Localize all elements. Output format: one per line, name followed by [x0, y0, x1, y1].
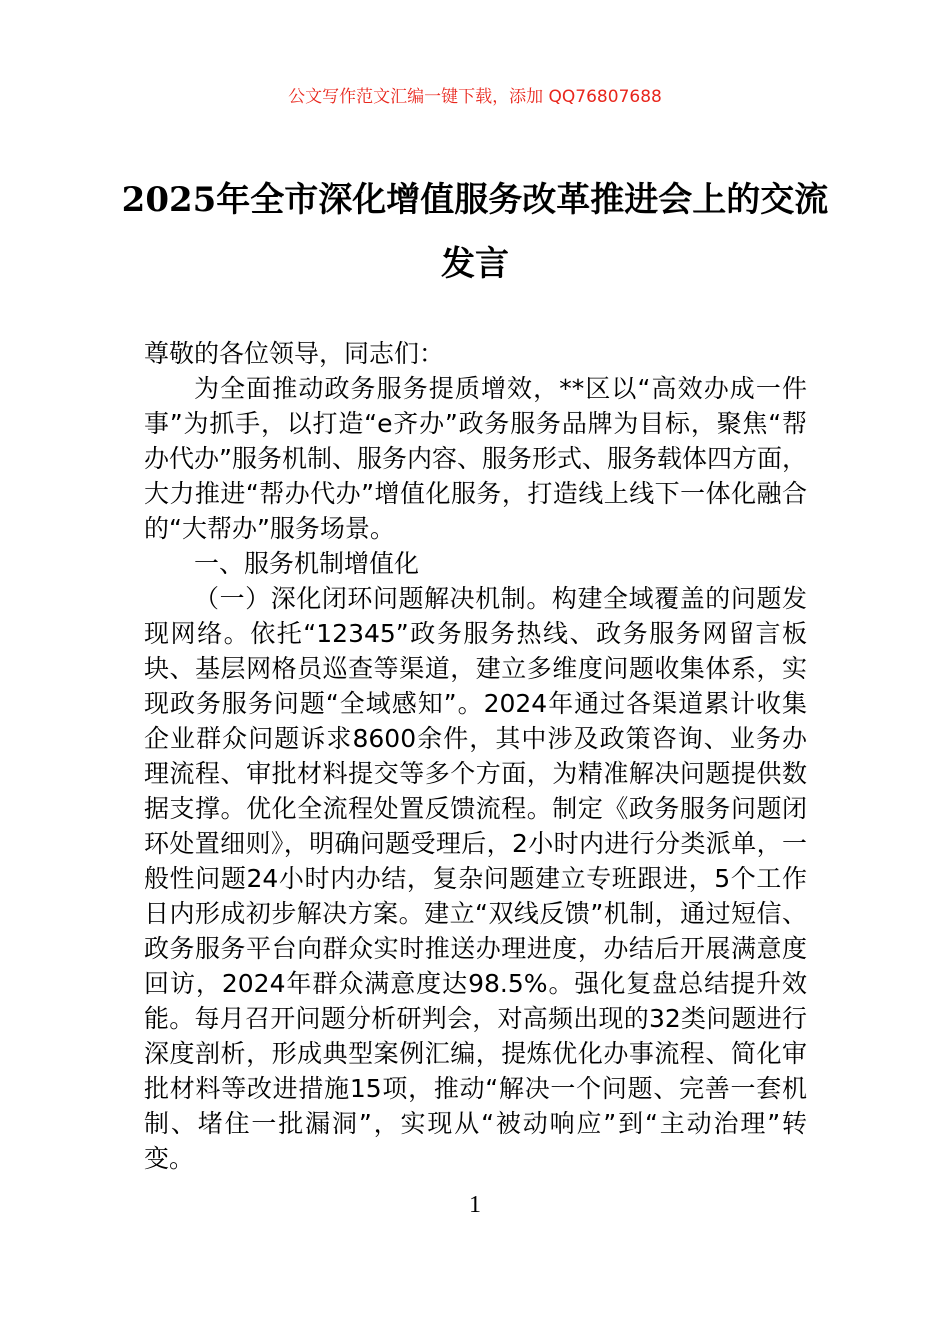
salutation: 尊敬的各位领导，同志们： [144, 339, 445, 368]
download-note: 公文写作范文汇编一键下载，添加 QQ76807688 [288, 87, 662, 107]
section-heading: 一、服务机制增值化 [194, 549, 420, 578]
page-number: 1 [469, 1192, 481, 1218]
document-title: 2025年全市深化增值服务改革推进会上的交流发言 [121, 180, 829, 284]
body-paragraph: （一）深化闭环问题解决机制。构建全域覆盖的问题发现网络。依托“12345”政务服务热线、政务服务网留言板块、基层网格员巡查等渠道，建立多维度问题收集体系，实现政务服务问题“全域感知”。2024年通过各渠道累计收集企业群众问题诉求8600余件，其中涉及政策咨询、业务办理流程、审批材料提交等多个方面，为精准解决问题提供数据支撑。优化全流程处置反馈流程。制定《政务服务问题闭环处置细则》，明确问题受理后，2小时内进行分类派单，一般性问题24小时内办结，复杂问题建立专班跟进，5个工作日内形成初步解决方案。建立“双线反馈”机制，通过短信、政务服务平台向群众实时推送办理进度，办结后开展满意度回访，2024年群众满意度达98.5%。强化复盘总结提升效能。每月召开问题分析研判会，对高频出现的32类问题进行深度剖析，形成典型案例汇编，提炼优化办事流程、简化审批材料等改进措施15项，推动“解决一个问题、完善一套机制、堵住一批漏洞”，实现从“被动响应”到“主动治理”转变。 [144, 584, 807, 1173]
intro-paragraph: 为全面推动政务服务提质增效，**区以“高效办成一件事”为抓手，以打造“e齐办”政务服务品牌为目标，聚焦“帮办代办”服务机制、服务内容、服务形式、服务载体四方面，大力推进“帮办代办”增值化服务，打造线上线下一体化融合的“大帮办”服务场景。 [144, 374, 807, 543]
document-body [144, 336, 807, 1176]
